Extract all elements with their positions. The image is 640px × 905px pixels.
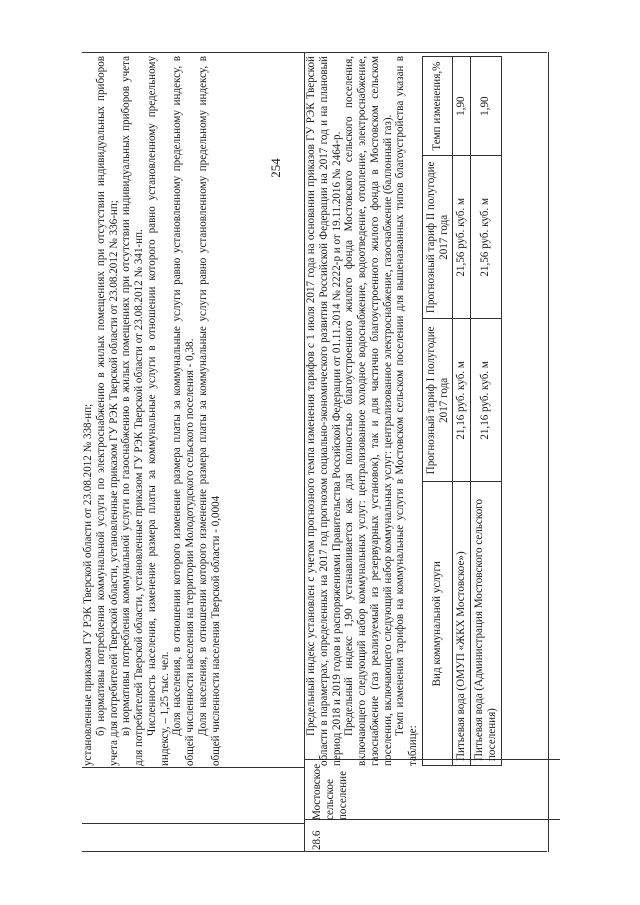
tariff-h2-cell: 21,56 руб. куб. м bbox=[471, 156, 502, 319]
tariff-h1-cell: 21,16 руб. куб. м bbox=[471, 319, 502, 482]
header-tariff-h2: Прогнозный тариф II полугодие 2017 года bbox=[422, 156, 453, 319]
settlement-name-cell: Мостовское сельское поселение bbox=[305, 759, 560, 824]
row-text-cell bbox=[305, 56, 548, 766]
change-rate-cell: 1,90 bbox=[453, 57, 471, 156]
row-number-cell bbox=[82, 823, 304, 852]
header-tariff-h1: Прогнозный тариф I полугодие 2017 года bbox=[422, 319, 453, 482]
table-row-28-6 bbox=[304, 52, 549, 852]
paragraph: Темп изменения тарифов на коммунальные услуги в Мостовском сельском поселении для вышеназванных типов благоустройства указан в таблице: bbox=[394, 56, 419, 766]
tariff-h1-cell: 21,16 руб. куб. м bbox=[453, 319, 471, 482]
paragraph: установленные приказом ГУ РЭК Тверской области от 23.08.2012 № 338-нп; bbox=[82, 403, 94, 766]
row-number-cell: 28.6 bbox=[305, 819, 560, 852]
paragraph: Доля населения, в отношении которого изменение размера платы за коммунальные услуги равно установленному предельному индексу, в общей численности населения Тверской области - 0,0004 bbox=[196, 56, 222, 766]
tariff-table bbox=[422, 56, 502, 766]
service-cell: Питьевая вода (ОМУП «ЖКХ Мостовское») bbox=[453, 482, 471, 766]
change-rate-cell: 1,90 bbox=[471, 57, 502, 156]
header-change-rate: Темп изменения,% bbox=[422, 57, 453, 156]
service-cell: Питьевая вода (Администрация Мостовского сельского поселения) bbox=[471, 482, 502, 766]
row-name-cell bbox=[82, 767, 304, 824]
paragraph: б) нормативы потребления коммунальной услуги по электроснабжению в жилых помещениях при отсутствии индивидуальных приборов учета для потребителей Тверской области, установленные приказом ГУ РЭК Тверской области от 23.08.2012 № 336-нп; bbox=[94, 56, 120, 766]
row-text-cell bbox=[82, 56, 304, 766]
tariff-h2-cell: 21,56 руб. куб. м bbox=[453, 156, 471, 319]
paragraph: в) нормативы потребления коммунальной услуги по газоснабжению в жилых помещениях при отсутствии индивидуальных приборов учета для потребителей Тверской области, установленные приказом ГУ РЭК Тверской области от 23.08.2012 № 341-нп. bbox=[120, 56, 145, 766]
tariff-table-header bbox=[422, 57, 453, 766]
table-row bbox=[453, 57, 471, 766]
table-row bbox=[471, 57, 502, 766]
paragraph: Предельный индекс 1,90 устанавливается как для полностью благоустроенного жилого фонда Мостовского сельского поселения, включающего следующий набор коммунальных услуг: централизованное холодное водоснабжение, водоотведение, отопление, электроснабжение, газоснабжение (газ реализуемый из резервуарных установок), так и для частично благоустроенного жилого фонда в Мостовском сельском поселении, включающего следующий набор коммунальных услуг: централизованное электроснабжение, газоснабжение (баллонный газ). bbox=[343, 56, 394, 766]
header-service: Вид коммунальной услуги bbox=[422, 482, 453, 766]
rotated-document-table bbox=[82, 52, 547, 852]
paragraph: Доля населения, в отношении которого изменение размера платы за коммунальные услуги равно установленному предельному индексу, в общей численности населения на территории Молодотудского сельского поселения - 0,38. bbox=[171, 56, 196, 766]
table-row-previous bbox=[82, 52, 304, 852]
page-number: 254 bbox=[267, 158, 283, 178]
paragraph: Численность населения, изменение размера платы за коммунальные услуги в отношении которого равно установленному предельному индексу, – 1,25 тыс. чел. bbox=[145, 56, 171, 766]
paragraph: Предельный индекс установлен с учетом прогнозного темпа изменения тарифов с 1 июля 2017 года на основании приказов ГУ РЭК Тверской области в параметрах, определенных на 2017 год прогнозом социально-экономического развития Российской Федерации на 2017 год и на плановый период 2018 и 2019 годов и распоряжениями Правительства Российской Федерации от 01.11.2014 № 2222-р и от 19.11.2016 № 2464-р. bbox=[305, 56, 343, 766]
